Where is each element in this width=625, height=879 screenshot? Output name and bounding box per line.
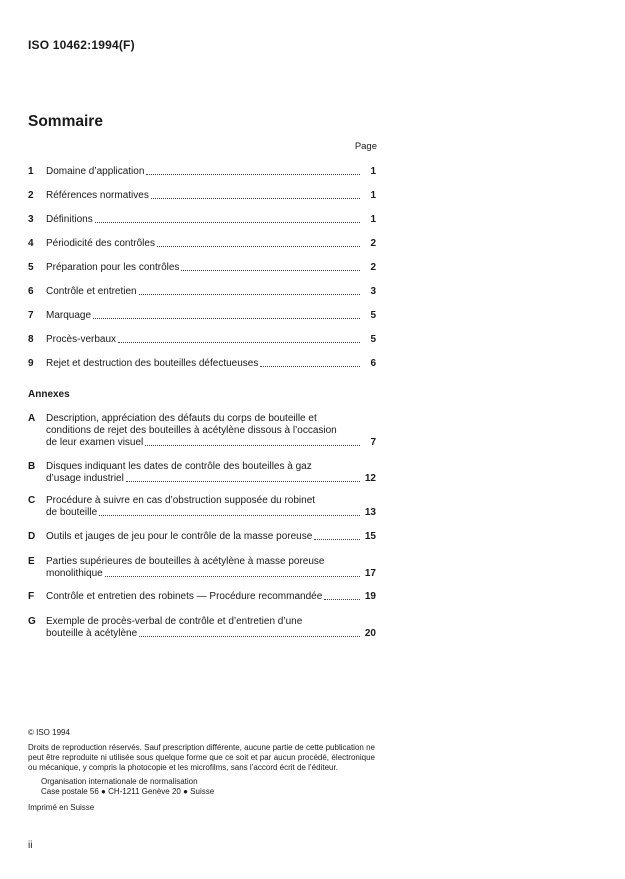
annex-entry-title: de leur examen visuel: [46, 437, 144, 448]
toc-entry-6[interactable]: [28, 286, 376, 298]
dot-leader: [95, 221, 360, 223]
annex-entry-page: 20: [364, 628, 376, 639]
annex-entry-title: bouteille à acétylène: [46, 628, 138, 639]
toc-entry-page: 2: [370, 262, 376, 273]
toc-entry-5[interactable]: [28, 262, 376, 274]
printed-in: Imprimé en Suisse: [28, 803, 95, 812]
annex-entry-b[interactable]: [28, 461, 376, 485]
toc-entry-number: 3: [28, 214, 34, 225]
dot-leader: [93, 317, 360, 319]
dot-leader: [181, 269, 360, 271]
annex-entry-title: Description, appréciation des défauts du corps de bouteille et: [46, 413, 317, 424]
toc-entry-title: Domaine d’application: [46, 166, 145, 177]
annex-entry-f[interactable]: [28, 591, 376, 603]
toc-entry-page: 2: [370, 238, 376, 249]
annex-entry-title: Disques indiquant les dates de contrôle des bouteilles à gaz: [46, 461, 312, 472]
annex-entry-e[interactable]: [28, 556, 376, 580]
toc-entry-number: 1: [28, 166, 34, 177]
annex-entry-title: Parties supérieures de bouteilles à acétylène à masse poreuse: [46, 556, 325, 567]
annexes-heading: Annexes: [28, 389, 70, 400]
dot-leader: [145, 444, 360, 446]
page-column-header: Page: [354, 141, 377, 152]
annex-entry-a[interactable]: [28, 413, 376, 449]
toc-entry-9[interactable]: [28, 358, 376, 370]
toc-entry-number: 5: [28, 262, 34, 273]
annex-entry-title: d’usage industriel: [46, 473, 124, 484]
toc-entry-number: 8: [28, 334, 34, 345]
toc-entry-7[interactable]: [28, 310, 376, 322]
annex-entry-d[interactable]: [28, 531, 376, 543]
dot-leader: [157, 245, 360, 247]
page-title: Sommaire: [28, 113, 103, 130]
annex-entry-number: A: [28, 413, 36, 424]
toc-entry-page: 5: [370, 334, 376, 345]
annex-entry-number: F: [28, 591, 35, 602]
annex-entry-number: D: [28, 531, 36, 542]
annex-entry-page: 15: [364, 531, 376, 542]
toc-entry-number: 9: [28, 358, 34, 369]
annex-entry-title: conditions de rejet des bouteilles à acétylène dissous à l’occasion: [46, 425, 337, 436]
dot-leader: [105, 575, 360, 577]
organization-name: Organisation internationale de normalisation: [41, 777, 198, 786]
dot-leader: [324, 598, 360, 600]
annex-entry-title: Procédure à suivre en cas d’obstruction supposée du robinet: [46, 495, 316, 506]
rights-statement: Droits de reproduction réservés. Sauf prescription différente, aucune partie de cette publication ne peut être reproduite ni utilisée sous quelque forme que ce soit et par aucun procédé, électronique ou mécanique, y compris la photocopie et les microfilms, sans l’accord écrit de l’éditeur.: [28, 743, 375, 772]
annex-entry-number: E: [28, 556, 35, 567]
toc-entry-number: 2: [28, 190, 34, 201]
toc-entry-number: 4: [28, 238, 34, 249]
dot-leader: [139, 635, 360, 637]
annex-entry-c[interactable]: [28, 495, 376, 519]
annex-entry-title: de bouteille: [46, 507, 98, 518]
copyright-notice: © ISO 1994: [28, 728, 70, 737]
annex-entry-page: 13: [364, 507, 376, 518]
dot-leader: [151, 197, 360, 199]
annex-entry-page: 17: [364, 568, 376, 579]
copyright-footer: [28, 728, 375, 813]
toc-entry-title: Marquage: [46, 310, 92, 321]
dot-leader: [118, 341, 360, 343]
toc-entry-8[interactable]: [28, 334, 376, 346]
annex-entry-number: C: [28, 495, 36, 506]
dot-leader: [139, 293, 360, 295]
toc-entry-page: 6: [370, 358, 376, 369]
toc-entry-page: 5: [370, 310, 376, 321]
toc-entry-title: Préparation pour les contrôles: [46, 262, 180, 273]
annex-entry-title: monolithique: [46, 568, 103, 579]
annex-entry-g[interactable]: [28, 616, 376, 640]
toc-entry-title: Périodicité des contrôles: [46, 238, 155, 249]
toc-entry-number: 6: [28, 286, 34, 297]
annex-entry-number: G: [28, 616, 36, 627]
toc-entry-title: Contrôle et entretien: [46, 286, 137, 297]
toc-entry-title: Références normatives: [46, 190, 149, 201]
toc-entry-title: Rejet et destruction des bouteilles défectueuses: [46, 358, 259, 369]
dot-leader: [314, 538, 360, 540]
toc-entry-4[interactable]: [28, 238, 376, 250]
annex-entry-title: Exemple de procès-verbal de contrôle et d’entretien d’une: [46, 616, 303, 627]
annex-entry-page: 7: [370, 437, 376, 448]
annex-entry-title: Outils et jauges de jeu pour le contrôle de la masse poreuse: [46, 531, 313, 542]
page-number: ii: [28, 840, 33, 851]
dot-leader: [146, 173, 360, 175]
annex-entry-number: B: [28, 461, 36, 472]
dot-leader: [126, 480, 360, 482]
organization-address: Case postale 56 ● CH-1211 Genève 20 ● Suisse: [41, 787, 215, 796]
annex-entry-title: Contrôle et entretien des robinets — Procédure recommandée: [46, 591, 323, 602]
toc-entry-title: Procès-verbaux: [46, 334, 117, 345]
document-code: ISO 10462:1994(F): [28, 38, 135, 52]
annex-entry-page: 19: [364, 591, 376, 602]
dot-leader: [260, 365, 360, 367]
toc-entry-page: 1: [370, 214, 376, 225]
toc-entry-2[interactable]: [28, 190, 376, 202]
toc-entry-title: Définitions: [46, 214, 93, 225]
toc-entry-page: 3: [370, 286, 376, 297]
toc-entry-3[interactable]: [28, 214, 376, 226]
toc-entry-1[interactable]: [28, 166, 376, 178]
annex-entry-page: 12: [364, 473, 376, 484]
dot-leader: [99, 514, 360, 516]
toc-entry-page: 1: [370, 166, 376, 177]
toc-entry-number: 7: [28, 310, 34, 321]
toc-entry-page: 1: [370, 190, 376, 201]
